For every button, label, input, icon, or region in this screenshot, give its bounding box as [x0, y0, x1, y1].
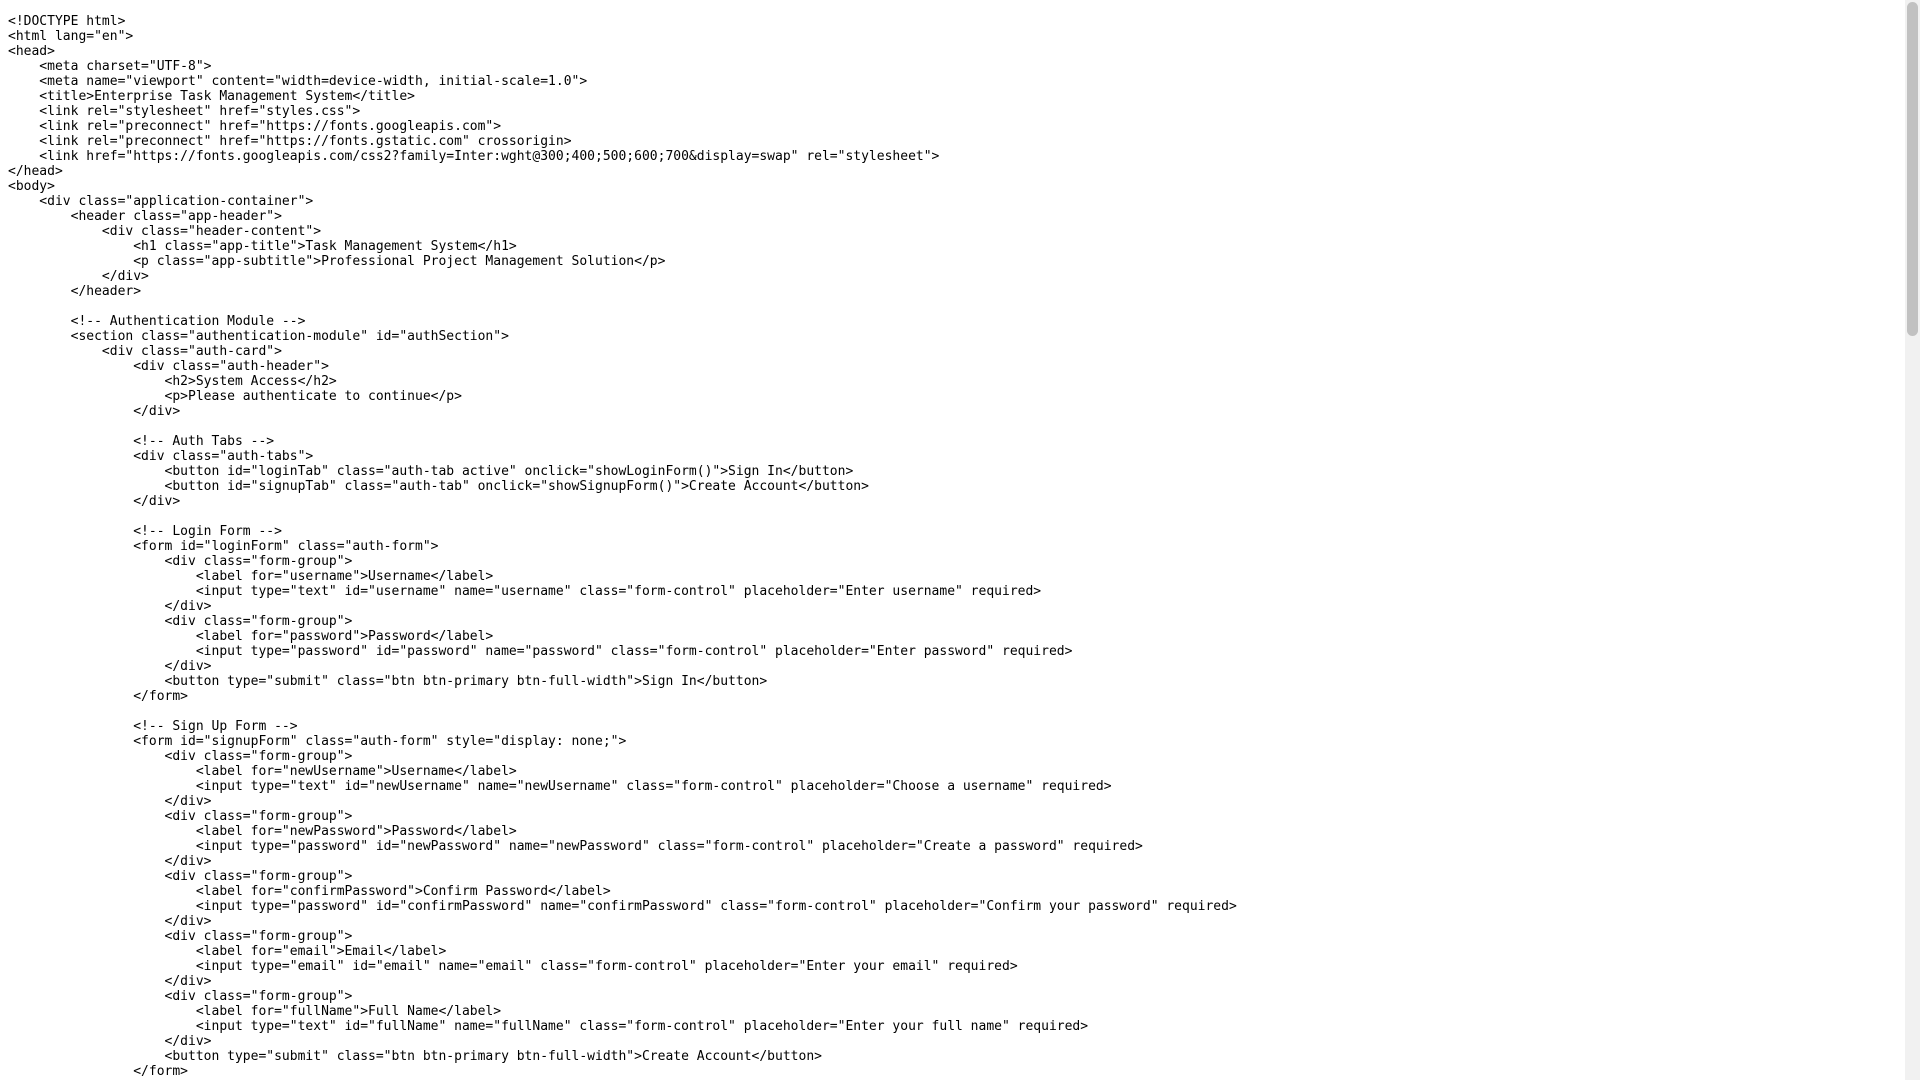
- source-line: </div>: [8, 269, 149, 284]
- source-line: </div>: [8, 974, 212, 989]
- source-line: <label for="newPassword">Password</label>: [8, 824, 517, 839]
- source-line: <!-- Authentication Module -->: [8, 314, 306, 329]
- source-line: </div>: [8, 914, 212, 929]
- source-line: <head>: [8, 44, 55, 59]
- source-line: <div class="form-group">: [8, 749, 353, 764]
- source-line: <!-- Login Form -->: [8, 524, 282, 539]
- source-line: <div class="auth-card">: [8, 344, 282, 359]
- source-line: <input type="password" id="newPassword" name="newPassword" class="form-control" placeholder="Create a password" required>: [8, 839, 1143, 854]
- source-line: <label for="password">Password</label>: [8, 629, 494, 644]
- source-line: <label for="newUsername">Username</label>: [8, 764, 517, 779]
- vertical-scrollbar[interactable]: [1905, 0, 1920, 1080]
- source-line: <div class="form-group">: [8, 554, 353, 569]
- source-line: <header class="app-header">: [8, 209, 282, 224]
- source-line: <html lang="en">: [8, 29, 134, 44]
- source-line: <form id="signupForm" class="auth-form" style="display: none;">: [8, 734, 627, 749]
- source-line: </div>: [8, 1034, 212, 1049]
- source-line: <form id="loginForm" class="auth-form">: [8, 539, 439, 554]
- source-line: </div>: [8, 794, 212, 809]
- source-line: <div class="application-container">: [8, 194, 314, 209]
- source-line: <div class="form-group">: [8, 614, 353, 629]
- source-line: </div>: [8, 404, 181, 419]
- source-line: <input type="text" id="fullName" name="fullName" class="form-control" placeholder="Enter your full name" required>: [8, 1019, 1089, 1034]
- source-line: <div class="auth-tabs">: [8, 449, 314, 464]
- source-line: [8, 509, 1905, 524]
- source-line: <label for="username">Username</label>: [8, 569, 494, 584]
- source-line: <h2>System Access</h2>: [8, 374, 337, 389]
- source-line: </form>: [8, 1064, 189, 1079]
- source-line: </head>: [8, 164, 63, 179]
- source-line: <!-- Sign Up Form -->: [8, 719, 298, 734]
- source-line: <link rel="preconnect" href="https://fonts.googleapis.com">: [8, 119, 502, 134]
- source-line: <meta name="viewport" content="width=device-width, initial-scale=1.0">: [8, 74, 588, 89]
- source-line: <button type="submit" class="btn btn-primary btn-full-width">Create Account</button>: [8, 1049, 822, 1064]
- source-line: </div>: [8, 659, 212, 674]
- source-line: <!DOCTYPE html>: [8, 14, 126, 29]
- source-line: <label for="fullName">Full Name</label>: [8, 1004, 502, 1019]
- source-line: [8, 704, 1905, 719]
- source-line: <p>Please authenticate to continue</p>: [8, 389, 462, 404]
- source-line: <label for="email">Email</label>: [8, 944, 447, 959]
- source-line: <link rel="stylesheet" href="styles.css">: [8, 104, 361, 119]
- source-line: <title>Enterprise Task Management System</title>: [8, 89, 415, 104]
- source-line: <button id="loginTab" class="auth-tab active" onclick="showLoginForm()">Sign In</button>: [8, 464, 854, 479]
- source-line: </form>: [8, 689, 189, 704]
- source-line: <!-- Auth Tabs -->: [8, 434, 275, 449]
- source-line: <div class="form-group">: [8, 929, 353, 944]
- source-line: <input type="password" id="confirmPassword" name="confirmPassword" class="form-control" placeholder="Confirm your password" required>: [8, 899, 1237, 914]
- source-line: <input type="password" id="password" name="password" class="form-control" placeholder="Enter password" required>: [8, 644, 1073, 659]
- source-line: <div class="form-group">: [8, 809, 353, 824]
- source-line: <body>: [8, 179, 55, 194]
- source-line: <button type="submit" class="btn btn-primary btn-full-width">Sign In</button>: [8, 674, 768, 689]
- source-line: <section class="authentication-module" id="authSection">: [8, 329, 509, 344]
- source-line: [8, 299, 1905, 314]
- source-line: </div>: [8, 599, 212, 614]
- source-line: <label for="confirmPassword">Confirm Password</label>: [8, 884, 611, 899]
- source-line: <div class="header-content">: [8, 224, 322, 239]
- source-line: <div class="auth-header">: [8, 359, 329, 374]
- source-line: <div class="form-group">: [8, 869, 353, 884]
- source-line: <button id="signupTab" class="auth-tab" onclick="showSignupForm()">Create Account</button>: [8, 479, 869, 494]
- scrollbar-thumb[interactable]: [1907, 2, 1918, 336]
- source-line: <input type="text" id="username" name="username" class="form-control" placeholder="Enter username" required>: [8, 584, 1042, 599]
- source-line: </div>: [8, 854, 212, 869]
- source-line: <div class="form-group">: [8, 989, 353, 1004]
- source-line: <h1 class="app-title">Task Management System</h1>: [8, 239, 517, 254]
- source-line: <meta charset="UTF-8">: [8, 59, 212, 74]
- source-line: <input type="email" id="email" name="email" class="form-control" placeholder="Enter your email" required>: [8, 959, 1018, 974]
- source-line: <link rel="preconnect" href="https://fonts.gstatic.com" crossorigin>: [8, 134, 572, 149]
- source-line: <input type="text" id="newUsername" name="newUsername" class="form-control" placeholder="Choose a username" required>: [8, 779, 1112, 794]
- source-line: </div>: [8, 494, 181, 509]
- source-line: <p class="app-subtitle">Professional Project Management Solution</p>: [8, 254, 666, 269]
- source-line: </header>: [8, 284, 142, 299]
- source-line: [8, 419, 1905, 434]
- source-line: <link href="https://fonts.googleapis.com/css2?family=Inter:wght@300;400;500;600;700&display=swap" rel="stylesheet">: [8, 149, 940, 164]
